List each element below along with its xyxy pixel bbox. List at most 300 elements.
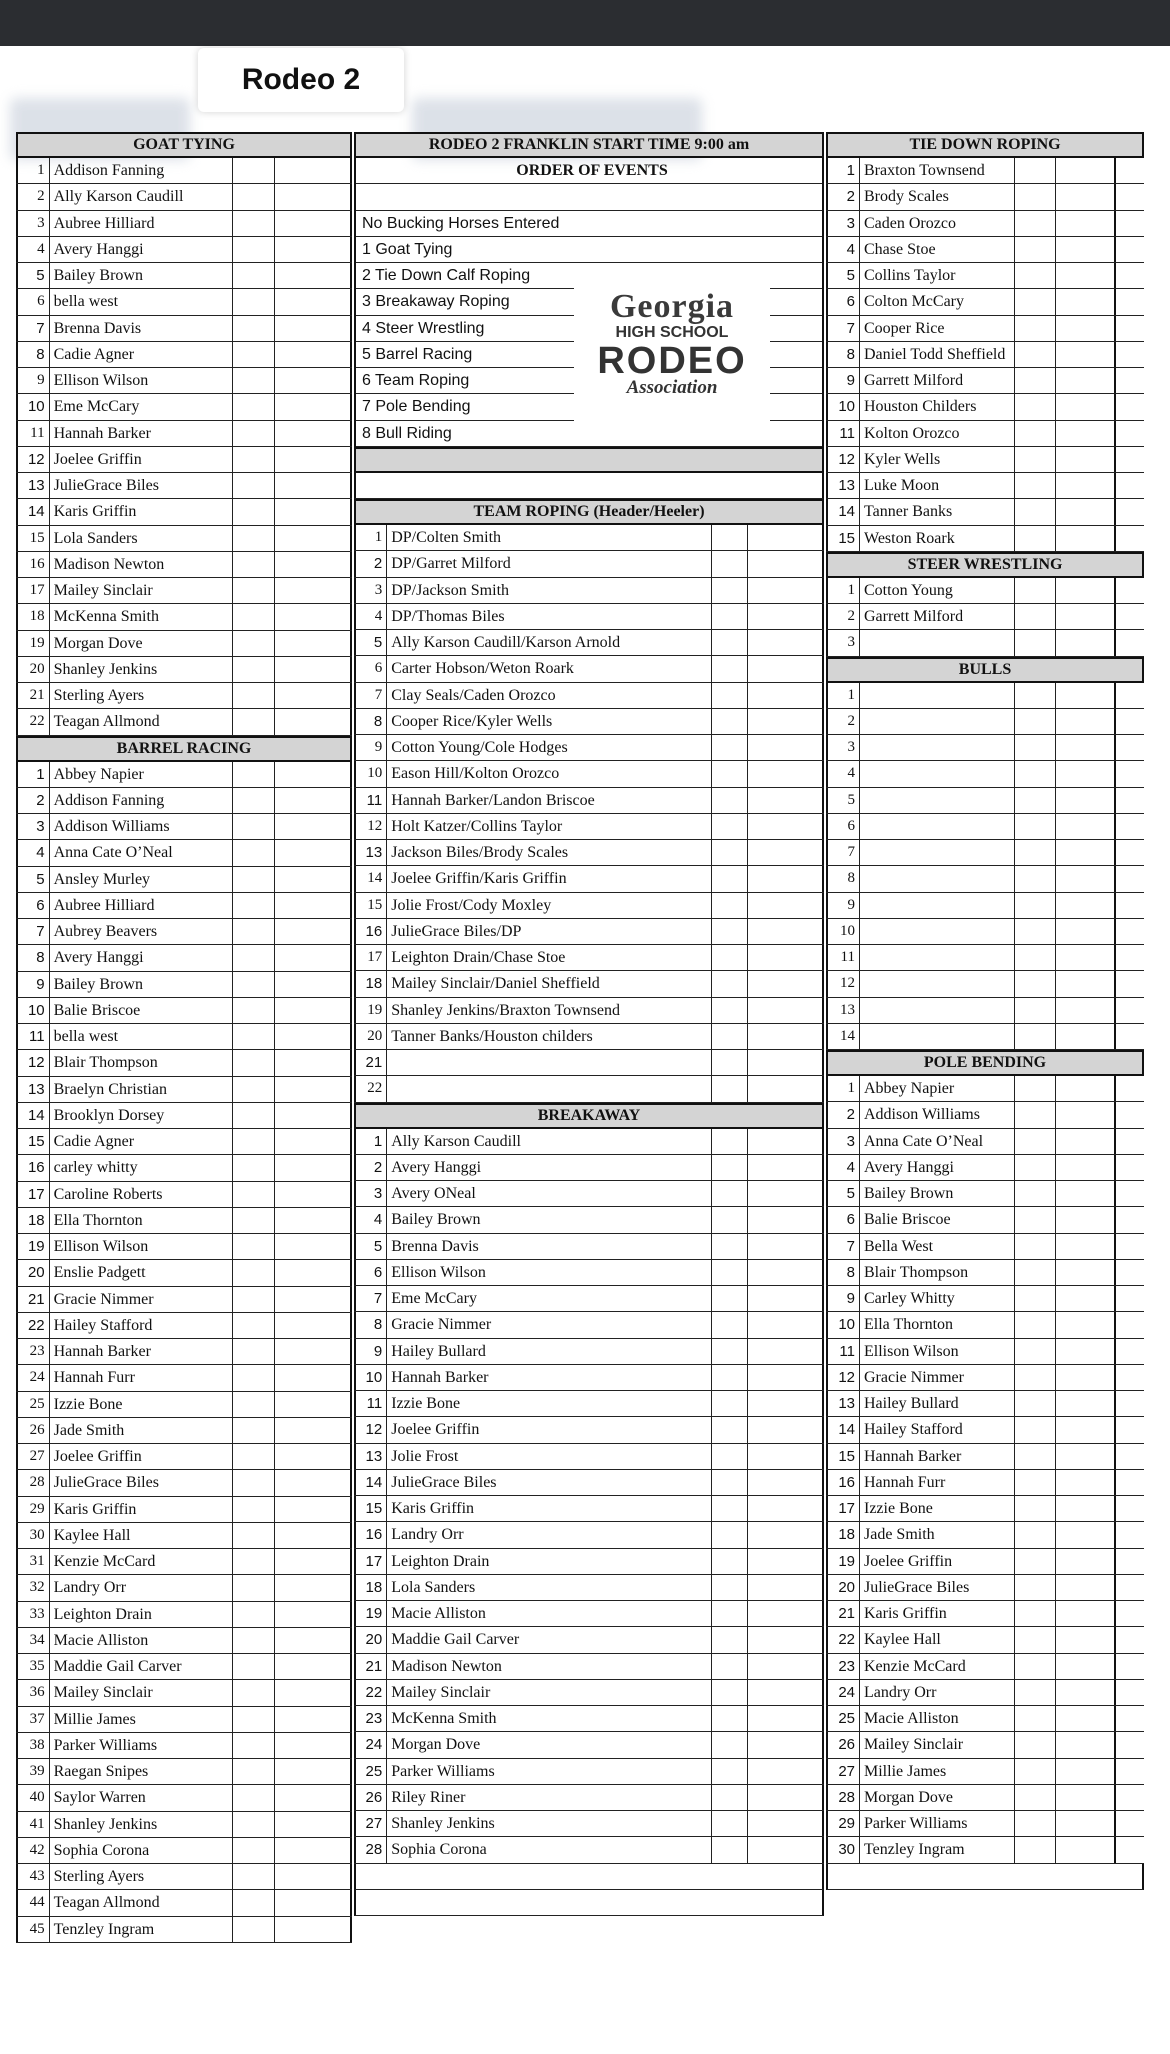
list-item [16, 1444, 352, 1470]
entry-blank-cell [1015, 1076, 1056, 1101]
entry-blank-cell [233, 840, 275, 865]
list-item [826, 263, 1144, 289]
list-item [354, 1129, 824, 1155]
entry-blank-cell [275, 657, 352, 682]
entry-number: 21 [16, 1287, 50, 1312]
list-item [826, 840, 1144, 866]
entry-blank-cell [233, 893, 275, 918]
tab-strip [0, 46, 1170, 122]
entry-blank-cell [233, 1155, 275, 1180]
entry-number: 1 [16, 762, 50, 787]
entry-name: Landry Orr [860, 1680, 1015, 1705]
entry-blank-cell [1015, 788, 1056, 813]
list-item [826, 1102, 1144, 1128]
entry-blank-cell [1056, 1417, 1116, 1442]
list-item [16, 158, 352, 184]
entry-name [860, 893, 1015, 918]
entry-number: 6 [826, 1207, 860, 1232]
entry-blank-cell [712, 1522, 748, 1547]
entry-name: Hannah Barker [50, 421, 233, 446]
entry-blank-cell [712, 1076, 748, 1101]
entry-number: 5 [826, 263, 860, 288]
entry-blank-cell [233, 683, 275, 708]
list-item [826, 1444, 1144, 1470]
entry-blank-cell [1015, 1496, 1056, 1521]
entry-number: 6 [16, 893, 50, 918]
entry-name: Hannah Barker/Landon Briscoe [387, 788, 712, 813]
entry-name: Karis Griffin [50, 1497, 233, 1522]
entry-name: Jolie Frost/Cody Moxley [387, 893, 712, 918]
entry-name: Brenna Davis [387, 1234, 712, 1259]
entry-blank-cell [233, 1392, 275, 1417]
entry-blank-cell [233, 1234, 275, 1259]
entry-name: Cadie Agner [50, 342, 233, 367]
entry-number: 16 [826, 1470, 860, 1495]
logo-rodeo-text: RODEO [597, 340, 747, 382]
entry-number: 8 [354, 709, 387, 734]
entry-number: 22 [354, 1076, 387, 1101]
entry-blank-cell [1056, 788, 1116, 813]
entry-number: 8 [826, 342, 860, 367]
entry-blank-cell [748, 1654, 824, 1679]
entry-number: 5 [354, 630, 387, 655]
entry-number: 11 [826, 1339, 860, 1364]
entry-blank-cell [275, 578, 352, 603]
list-item [354, 1549, 824, 1575]
entry-number: 4 [826, 761, 860, 786]
entry-number: 5 [354, 1234, 387, 1259]
entry-blank-cell [712, 604, 748, 629]
entry-blank-cell [1056, 1496, 1116, 1521]
entry-number: 2 [16, 788, 50, 813]
entry-blank-cell [233, 1785, 275, 1810]
entry-blank-cell [233, 263, 275, 288]
list-item [354, 1785, 824, 1811]
entry-blank-cell [275, 1864, 352, 1889]
entry-name: Shanley Jenkins [387, 1811, 712, 1836]
entry-number: 5 [826, 1181, 860, 1206]
entry-blank-cell [233, 1575, 275, 1600]
entry-blank-cell [1056, 1339, 1116, 1364]
entry-name: DP/Garret Milford [387, 551, 712, 576]
entry-blank-cell [748, 1811, 824, 1836]
entry-number: 25 [826, 1706, 860, 1731]
entry-number: 8 [826, 1260, 860, 1285]
entry-blank-cell [233, 237, 275, 262]
entry-blank-cell [748, 551, 824, 576]
entry-number: 3 [826, 630, 860, 655]
list-item [826, 709, 1144, 735]
entry-blank-cell [275, 762, 352, 787]
entry-blank-cell [275, 237, 352, 262]
list-item [826, 814, 1144, 840]
entry-number: 2 [826, 604, 860, 629]
entry-blank-cell [712, 1050, 748, 1075]
entry-name: Tanner Banks/Houston childers [387, 1024, 712, 1049]
entry-blank-cell [712, 919, 748, 944]
entry-blank-cell [233, 762, 275, 787]
entry-name: Carter Hobson/Weton Roark [387, 656, 712, 681]
entry-blank-cell [275, 893, 352, 918]
entry-blank-cell [748, 1706, 824, 1731]
entry-name: Millie James [860, 1759, 1015, 1784]
entry-number: 9 [354, 735, 387, 760]
steer-wrestling-list [826, 578, 1144, 657]
entry-blank-cell [1015, 1024, 1056, 1049]
list-item [826, 394, 1144, 420]
entry-blank-cell [233, 814, 275, 839]
entry-name: Mailey Sinclair [387, 1680, 712, 1705]
entry-number: 14 [16, 1103, 50, 1128]
list-item [826, 761, 1144, 787]
list-item [16, 1864, 352, 1890]
breakaway-list [354, 1129, 824, 1864]
logo-georgia-text: Georgia [609, 288, 735, 325]
list-item [826, 1155, 1144, 1181]
entry-blank-cell [1056, 945, 1116, 970]
entry-number: 17 [16, 578, 50, 603]
entry-number: 30 [826, 1837, 860, 1862]
entry-blank-cell [233, 1759, 275, 1784]
entry-number: 8 [354, 1312, 387, 1337]
entry-number: 18 [16, 604, 50, 629]
list-item [354, 1654, 824, 1680]
entry-name: Hailey Bullard [387, 1339, 712, 1364]
list-item [826, 683, 1144, 709]
bulls-header: BULLS [826, 657, 1144, 683]
entry-blank-cell [233, 1365, 275, 1390]
entry-number: 24 [354, 1732, 387, 1757]
entry-name [860, 788, 1015, 813]
entry-number: 33 [16, 1602, 50, 1627]
entry-blank-cell [233, 1050, 275, 1075]
entry-name: Bailey Brown [860, 1181, 1015, 1206]
list-item [826, 1207, 1144, 1233]
list-item [16, 1287, 352, 1313]
list-item [826, 1417, 1144, 1443]
entry-blank-cell [233, 316, 275, 341]
entry-blank-cell [1056, 604, 1116, 629]
entry-blank-cell [712, 1759, 748, 1784]
entry-blank-cell [1056, 683, 1116, 708]
entry-blank-cell [712, 1417, 748, 1442]
entry-name: Ellison Wilson [50, 368, 233, 393]
entry-blank-cell [748, 1417, 824, 1442]
entry-number: 23 [354, 1706, 387, 1731]
list-item [16, 1470, 352, 1496]
entry-blank-cell [712, 735, 748, 760]
team-roping-header: TEAM ROPING (Header/Heeler) [354, 499, 824, 525]
entry-blank-cell [233, 709, 275, 734]
entry-number: 18 [826, 1522, 860, 1547]
entry-name: Addison Williams [860, 1102, 1015, 1127]
list-item [16, 788, 352, 814]
entry-blank-cell [233, 473, 275, 498]
entry-blank-cell [275, 447, 352, 472]
entry-blank-cell [233, 1024, 275, 1049]
entry-name: Houston Childers [860, 394, 1015, 419]
entry-name [860, 735, 1015, 760]
list-item [354, 551, 824, 577]
event-item: 4 Steer Wrestling [356, 316, 822, 342]
entry-number: 19 [826, 1549, 860, 1574]
entry-blank-cell [1056, 316, 1116, 341]
entry-blank-cell [233, 788, 275, 813]
list-item [354, 1155, 824, 1181]
list-item [826, 1654, 1144, 1680]
event-item: 3 Breakaway Roping [356, 289, 822, 315]
entry-name: Cadie Agner [50, 1129, 233, 1154]
entry-blank-cell [712, 578, 748, 603]
logo-high-school-text: HIGH SCHOOL [615, 324, 729, 341]
list-item [16, 1654, 352, 1680]
list-item [826, 1234, 1144, 1260]
entry-blank-cell [1056, 526, 1116, 551]
entry-number: 27 [354, 1811, 387, 1836]
list-item [16, 421, 352, 447]
entry-blank-cell [1015, 237, 1056, 262]
entry-blank-cell [1015, 1286, 1056, 1311]
entry-name: Millie James [50, 1707, 233, 1732]
entry-blank-cell [1015, 447, 1056, 472]
entry-number: 12 [826, 447, 860, 472]
entry-name: Addison Fanning [50, 158, 233, 183]
entry-blank-cell [233, 1208, 275, 1233]
entry-name [860, 761, 1015, 786]
entry-number: 22 [16, 1313, 50, 1338]
barrel-racing-list [16, 762, 352, 1943]
list-item [16, 1628, 352, 1654]
entry-blank-cell [275, 1234, 352, 1259]
entry-name: Cooper Rice/Kyler Wells [387, 709, 712, 734]
entry-name: Daniel Todd Sheffield [860, 342, 1015, 367]
entry-name: Luke Moon [860, 473, 1015, 498]
entry-blank-cell [1056, 184, 1116, 209]
entry-name: Bailey Brown [50, 972, 233, 997]
list-item [826, 1522, 1144, 1548]
entry-blank-cell [1056, 289, 1116, 314]
entry-blank-cell [275, 1759, 352, 1784]
entry-number: 9 [354, 1339, 387, 1364]
list-item [826, 184, 1144, 210]
entry-blank-cell [1015, 630, 1056, 655]
entry-name: Landry Orr [387, 1522, 712, 1547]
entry-blank-cell [233, 657, 275, 682]
entry-number: 3 [16, 814, 50, 839]
list-item [354, 735, 824, 761]
event-item: 5 Barrel Racing [356, 342, 822, 368]
entry-blank-cell [1056, 998, 1116, 1023]
list-item [354, 866, 824, 892]
entry-blank-cell [1056, 1207, 1116, 1232]
entry-blank-cell [233, 447, 275, 472]
entry-number: 23 [826, 1654, 860, 1679]
pole-blank-row [826, 1864, 1144, 1890]
list-item [826, 893, 1144, 919]
entry-number: 7 [354, 683, 387, 708]
entry-blank-cell [748, 1470, 824, 1495]
entry-name: Shanley Jenkins [50, 1812, 233, 1837]
list-item [354, 1627, 824, 1653]
list-item [16, 1050, 352, 1076]
entry-number: 9 [826, 368, 860, 393]
list-item [16, 998, 352, 1024]
list-item [354, 1706, 824, 1732]
entry-name: Cotton Young [860, 578, 1015, 603]
entry-blank-cell [275, 289, 352, 314]
entry-blank-cell [748, 1286, 824, 1311]
pole-bending-list [826, 1076, 1144, 1864]
entry-blank-cell [712, 1706, 748, 1731]
entry-number: 1 [354, 525, 387, 550]
entry-blank-cell [1015, 1417, 1056, 1442]
list-item [16, 604, 352, 630]
entry-blank-cell [1015, 1575, 1056, 1600]
entry-blank-cell [275, 1313, 352, 1338]
entry-name: Brooklyn Dorsey [50, 1103, 233, 1128]
entry-number: 15 [16, 1129, 50, 1154]
entry-name: Cooper Rice [860, 316, 1015, 341]
entry-blank-cell [1015, 735, 1056, 760]
entry-number: 32 [16, 1575, 50, 1600]
entry-name: Jolie Frost [387, 1444, 712, 1469]
entry-name: Kenzie McCard [50, 1549, 233, 1574]
list-item [826, 447, 1144, 473]
entry-number: 10 [16, 998, 50, 1023]
list-item [826, 316, 1144, 342]
entry-blank-cell [748, 1312, 824, 1337]
event-item: 6 Team Roping [356, 368, 822, 394]
entry-blank-cell [275, 368, 352, 393]
entry-number: 37 [16, 1707, 50, 1732]
entry-blank-cell [275, 1103, 352, 1128]
entry-blank-cell [1015, 1706, 1056, 1731]
entry-name: Riley Riner [387, 1785, 712, 1810]
entry-blank-cell [748, 735, 824, 760]
list-item [354, 1365, 824, 1391]
event-item: 8 Bull Riding [356, 421, 822, 447]
list-item [826, 1470, 1144, 1496]
entry-blank-cell [1056, 1759, 1116, 1784]
entry-name: Kaylee Hall [860, 1627, 1015, 1652]
entry-number: 1 [826, 158, 860, 183]
entry-blank-cell [1056, 1522, 1116, 1547]
entry-blank-cell [233, 1838, 275, 1863]
entry-number: 16 [16, 1155, 50, 1180]
entry-number: 16 [354, 1522, 387, 1547]
entry-number: 14 [354, 866, 387, 891]
entry-name: JulieGrace Biles/DP [387, 919, 712, 944]
entry-name: Ella Thornton [50, 1208, 233, 1233]
entry-blank-cell [233, 945, 275, 970]
entry-number: 10 [354, 1365, 387, 1390]
entry-name: Hannah Furr [860, 1470, 1015, 1495]
entry-name: Addison Fanning [50, 788, 233, 813]
entry-blank-cell [748, 998, 824, 1023]
entry-number: 27 [826, 1759, 860, 1784]
entry-number: 26 [354, 1785, 387, 1810]
entry-blank-cell [712, 1260, 748, 1285]
entry-name: Tenzley Ingram [860, 1837, 1015, 1862]
entry-name: Balie Briscoe [860, 1207, 1015, 1232]
entry-blank-cell [1015, 761, 1056, 786]
entry-number: 9 [826, 1286, 860, 1311]
entry-name: Caroline Roberts [50, 1182, 233, 1207]
entry-blank-cell [748, 1365, 824, 1390]
list-item [16, 1917, 352, 1943]
entry-name: Eme McCary [387, 1286, 712, 1311]
breakaway-blank-row-2 [354, 1890, 824, 1916]
entry-blank-cell [1056, 919, 1116, 944]
entry-blank-cell [1056, 211, 1116, 236]
tab-rodeo-2[interactable]: Rodeo 2 [198, 48, 404, 112]
entry-number: 3 [354, 578, 387, 603]
entry-name: Kaylee Hall [50, 1523, 233, 1548]
entry-blank-cell [748, 1837, 824, 1862]
entry-blank-cell [233, 1260, 275, 1285]
entry-name: Parker Williams [860, 1811, 1015, 1836]
list-item [826, 289, 1144, 315]
entry-blank-cell [748, 1549, 824, 1574]
list-item [354, 1024, 824, 1050]
list-item [354, 1522, 824, 1548]
entry-blank-cell [275, 421, 352, 446]
right-column [826, 132, 1144, 1890]
list-item [16, 1208, 352, 1234]
entry-blank-cell [233, 211, 275, 236]
entry-blank-cell [1056, 709, 1116, 734]
entry-name: Shanley Jenkins/Braxton Townsend [387, 998, 712, 1023]
entry-blank-cell [275, 1470, 352, 1495]
entry-number: 16 [354, 919, 387, 944]
entry-name: Morgan Dove [860, 1785, 1015, 1810]
list-item [354, 1076, 824, 1102]
entry-blank-cell [233, 552, 275, 577]
entry-blank-cell [275, 1050, 352, 1075]
entry-blank-cell [1056, 1102, 1116, 1127]
entry-number: 21 [354, 1050, 387, 1075]
entry-blank-cell [1056, 1732, 1116, 1757]
entry-blank-cell [712, 1129, 748, 1154]
entry-blank-cell [748, 1627, 824, 1652]
entry-blank-cell [275, 552, 352, 577]
list-item [16, 1260, 352, 1286]
list-item [354, 893, 824, 919]
entry-name: Izzie Bone [50, 1392, 233, 1417]
entry-name: Hannah Barker [387, 1365, 712, 1390]
entry-blank-cell [233, 919, 275, 944]
entry-name: Bailey Brown [50, 263, 233, 288]
entry-name: JulieGrace Biles [50, 1470, 233, 1495]
entry-blank-cell [1015, 184, 1056, 209]
entry-blank-cell [1056, 1785, 1116, 1810]
list-item [354, 1050, 824, 1076]
entry-blank-cell [1015, 1155, 1056, 1180]
entry-blank-cell [1015, 1654, 1056, 1679]
entry-number: 14 [354, 1470, 387, 1495]
breakaway-header: BREAKAWAY [354, 1103, 824, 1129]
entry-blank-cell [712, 998, 748, 1023]
entry-number: 2 [354, 551, 387, 576]
entry-name: Mailey Sinclair [50, 1680, 233, 1705]
entry-blank-cell [233, 1313, 275, 1338]
list-item [354, 1207, 824, 1233]
entry-name: Maddie Gail Carver [387, 1627, 712, 1652]
entry-blank-cell [748, 709, 824, 734]
entry-blank-cell [1015, 1522, 1056, 1547]
center-column [354, 132, 824, 1916]
entry-name [860, 709, 1015, 734]
